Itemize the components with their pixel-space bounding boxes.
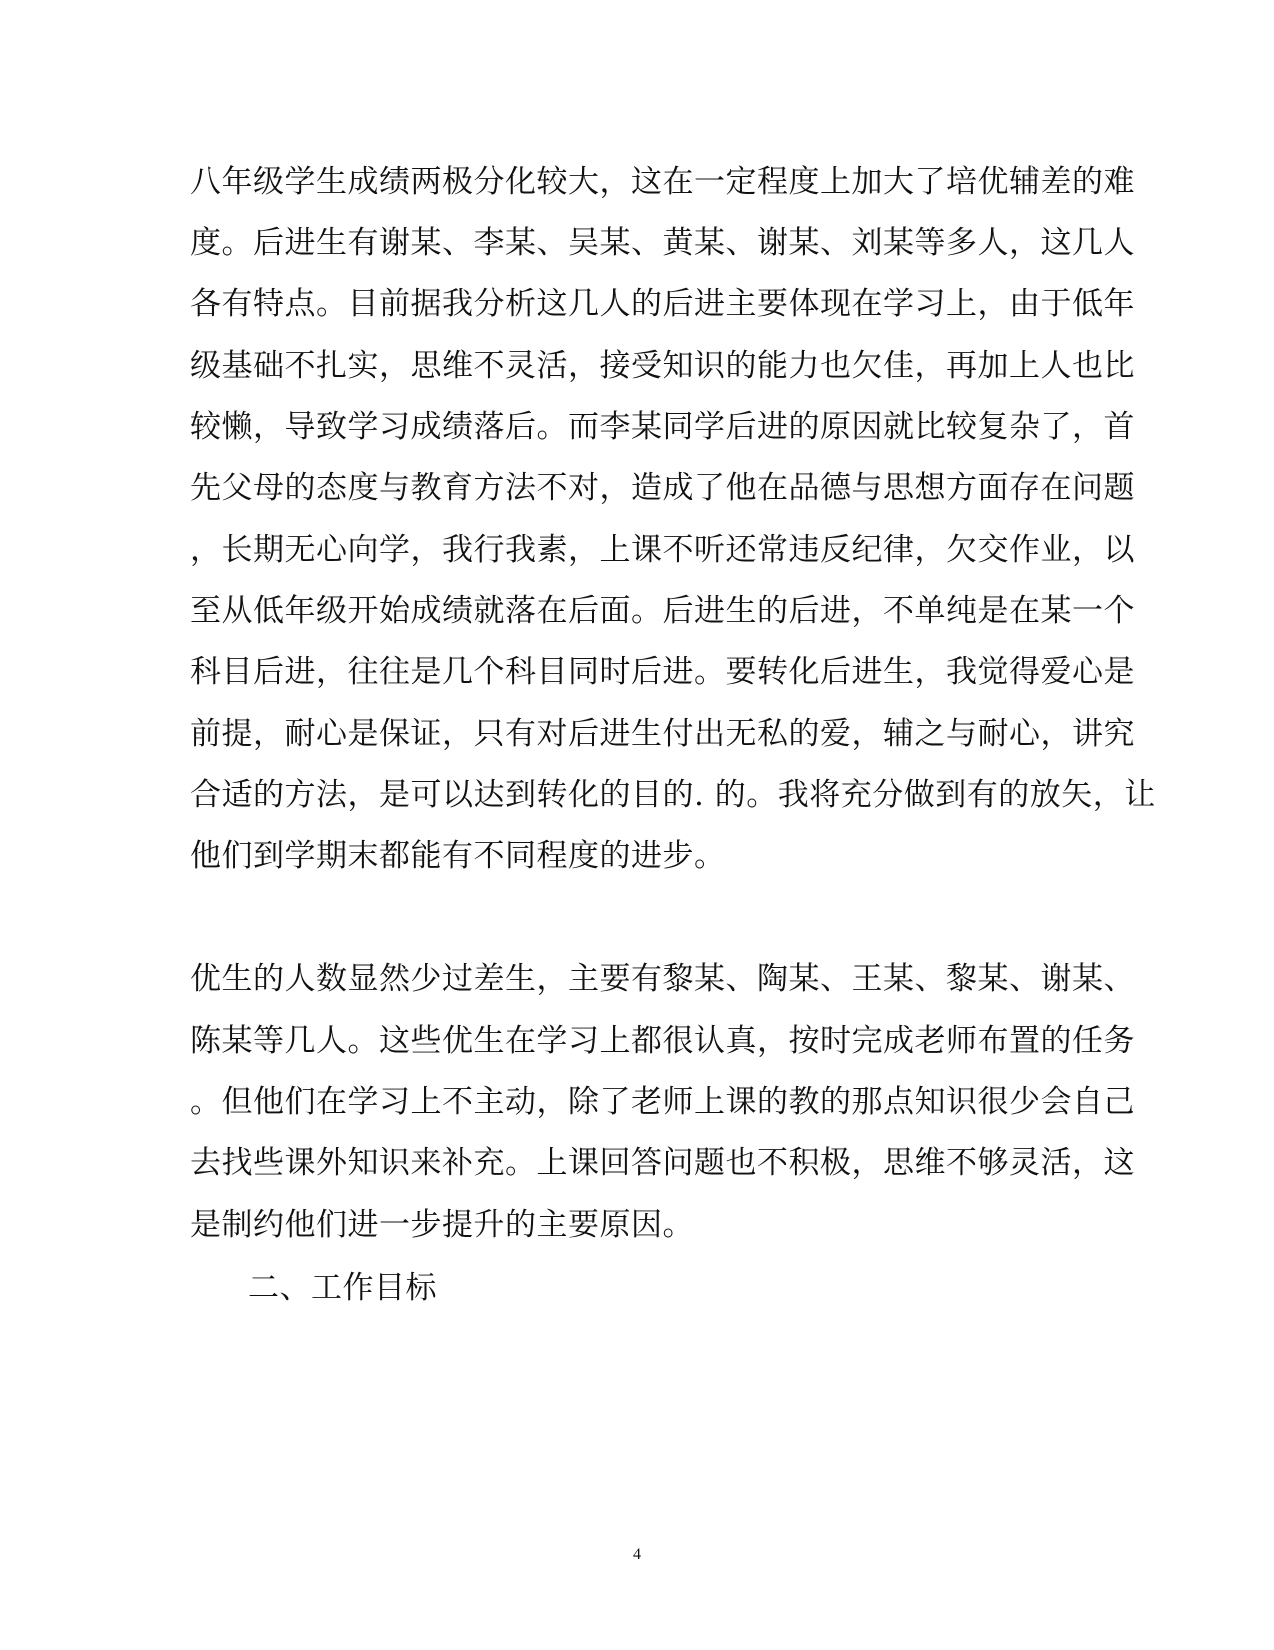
paragraph-1-line-11: 合适的方法，是可以达到转化的目的. 的。我将充分做到有的放矢，让 <box>190 777 1156 813</box>
paragraph-2-line-3: 。但他们在学习上不主动，除了老师上课的教的那点知识很少会自己 <box>190 1084 1135 1120</box>
paragraph-1-line-2: 度。后进生有谢某、李某、吴某、黄某、谢某、刘某等多人，这几人 <box>190 225 1135 261</box>
paragraph-1-line-8: 至从低年级开始成绩就落在后面。后进生的后进，不单纯是在某一个 <box>190 593 1135 629</box>
paragraph-1-line-9: 科目后进，往往是几个科目同时后进。要转化后进生，我觉得爱心是 <box>190 654 1135 690</box>
paragraph-2-line-4: 去找些课外知识来补充。上课回答问题也不积极，思维不够灵活，这 <box>190 1145 1135 1181</box>
paragraph-1-line-3: 各有特点。目前据我分析这几人的后进主要体现在学习上，由于低年 <box>190 286 1135 322</box>
paragraph-1-line-7: ，长期无心向学，我行我素，上课不听还常违反纪律，欠交作业，以 <box>190 532 1135 568</box>
paragraph-2-line-5: 是制约他们进一步提升的主要原因。 <box>190 1207 694 1243</box>
paragraph-2-line-2: 陈某等几人。这些优生在学习上都很认真，按时完成老师布置的任务 <box>190 1023 1135 1059</box>
paragraph-1-line-10: 前提，耐心是保证，只有对后进生付出无私的爱，辅之与耐心，讲究 <box>190 716 1135 752</box>
page-number: 4 <box>633 1546 641 1563</box>
paragraph-1-line-1: 八年级学生成绩两极分化较大，这在一定程度上加大了培优辅差的难 <box>190 164 1135 200</box>
section-heading: 二、工作目标 <box>248 1270 437 1306</box>
paragraph-1-line-4: 级基础不扎实，思维不灵活，接受知识的能力也欠佳，再加上人也比 <box>190 348 1135 384</box>
paragraph-1-line-5: 较懒，导致学习成绩落后。而李某同学后进的原因就比较复杂了，首 <box>190 409 1135 445</box>
paragraph-2-line-1: 优生的人数显然少过差生，主要有黎某、陶某、王某、黎某、谢某、 <box>190 961 1135 997</box>
paragraph-1-line-6: 先父母的态度与教育方法不对，造成了他在品德与思想方面存在问题 <box>190 470 1135 506</box>
paragraph-1-line-12: 他们到学期末都能有不同程度的进步。 <box>190 838 726 874</box>
